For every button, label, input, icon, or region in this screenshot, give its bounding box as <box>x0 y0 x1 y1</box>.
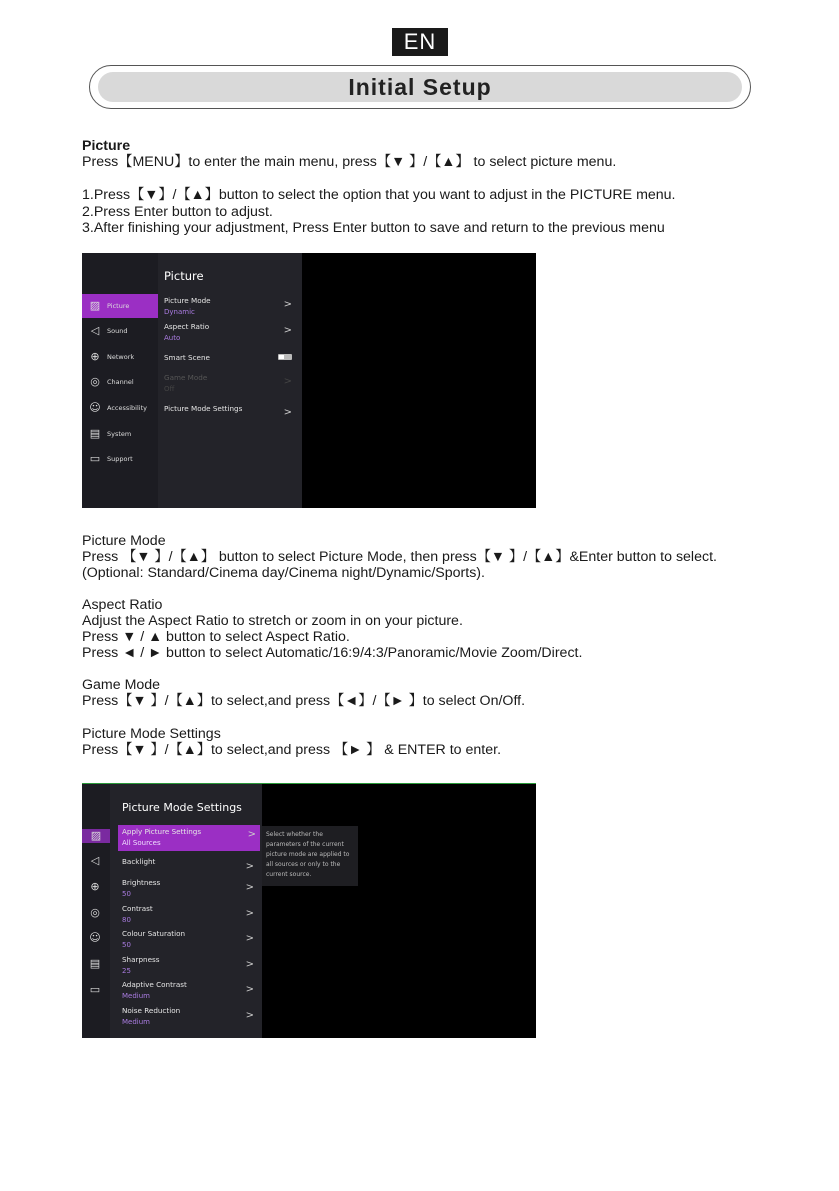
channel-icon: ◎ <box>90 375 100 388</box>
chevron-right-icon: > <box>245 933 254 944</box>
option-picture-mode-settings[interactable] <box>164 404 296 418</box>
chevron-right-icon: > <box>283 325 292 336</box>
accessibility-icon: ☺ <box>89 401 101 414</box>
option-label: Aspect Ratio <box>164 322 210 331</box>
sidebar-item-label: Sound <box>107 327 128 335</box>
sidebar-item-support[interactable] <box>82 447 158 471</box>
option-value: 80 <box>122 916 131 924</box>
panel-title: Picture <box>164 269 204 283</box>
chevron-right-icon: > <box>245 1010 254 1021</box>
sidebar-item-system[interactable] <box>82 422 158 446</box>
aspect-ratio-heading: Aspect Ratio <box>82 597 163 613</box>
option-label: Brightness <box>122 878 161 887</box>
sidebar-item-accessibility[interactable] <box>82 396 158 420</box>
option-value: Off <box>164 385 175 393</box>
chevron-right-icon: > <box>245 984 254 995</box>
chevron-right-icon: > <box>247 829 256 840</box>
option-value: Medium <box>122 992 150 1000</box>
chevron-right-icon: > <box>283 376 292 387</box>
option-label: Contrast <box>122 904 153 913</box>
settings-sidebar <box>82 784 110 1038</box>
option-game-mode <box>164 373 296 393</box>
panel-title: Picture Mode Settings <box>122 801 242 814</box>
section-title: Initial Setup <box>98 72 742 102</box>
option-label: Picture Mode Settings <box>164 404 243 413</box>
system-icon: ▤ <box>89 427 101 440</box>
option-value: Medium <box>122 1018 150 1026</box>
option-adaptive-contrast[interactable] <box>122 980 258 1000</box>
chevron-right-icon: > <box>245 861 254 872</box>
option-smart-scene[interactable] <box>164 353 296 362</box>
sidebar-item-label: Support <box>107 455 133 463</box>
option-value: Auto <box>164 334 181 342</box>
option-backlight[interactable] <box>122 857 258 872</box>
settings-sidebar <box>82 253 158 508</box>
chevron-right-icon: > <box>245 882 254 893</box>
aspect-ratio-line-2: Press ▼ / ▲ button to select Aspect Ratio. <box>82 629 350 645</box>
option-picture-mode[interactable] <box>164 296 296 316</box>
toggle-switch[interactable] <box>278 354 292 360</box>
option-label: Adaptive Contrast <box>122 980 187 989</box>
option-label: Game Mode <box>164 373 208 382</box>
accessibility-icon[interactable]: ☺ <box>89 931 101 944</box>
option-value: 50 <box>122 890 131 898</box>
sound-icon: ◁ <box>90 324 100 337</box>
tv-picture-menu-screenshot <box>82 253 536 508</box>
option-value: 50 <box>122 941 131 949</box>
option-value: All Sources <box>122 839 161 847</box>
picture-mode-settings-heading: Picture Mode Settings <box>82 726 221 742</box>
sidebar-item-network[interactable] <box>82 345 158 369</box>
step-3: 3.After finishing your adjustment, Press Enter button to save and return to the previous menu <box>82 220 665 236</box>
option-label: Backlight <box>122 857 156 866</box>
option-value: Dynamic <box>164 308 195 316</box>
chevron-right-icon: > <box>245 959 254 970</box>
option-value: 25 <box>122 967 131 975</box>
option-label: Sharpness <box>122 955 160 964</box>
game-mode-line-1: Press【▼ 】/【▲】to select,and press【◄】/【► 】to select On/Off. <box>82 693 526 709</box>
network-icon: ⊕ <box>90 350 100 363</box>
sidebar-item-picture[interactable] <box>82 294 158 318</box>
option-label: Smart Scene <box>164 353 210 362</box>
option-label: Colour Saturation <box>122 929 186 938</box>
picture-mode-line-1: Press 【▼ 】/【▲】 button to select Picture Mode, then press【▼ 】/【▲】&Enter button to select. <box>82 549 717 565</box>
sidebar-item-label: Network <box>107 353 135 361</box>
picture-mode-line-2: (Optional: Standard/Cinema day/Cinema night/Dynamic/Sports). <box>82 565 485 581</box>
support-icon: ▭ <box>89 452 101 465</box>
sidebar-item-channel[interactable] <box>82 370 158 394</box>
option-label: Apply Picture Settings <box>122 827 202 836</box>
sidebar-item-label: System <box>107 430 132 438</box>
tv-picture-mode-settings-screenshot <box>82 783 536 1038</box>
channel-icon[interactable]: ◎ <box>90 906 100 919</box>
picture-intro: Press【MENU】to enter the main menu, press【▼ 】/【▲】 to select picture menu. <box>82 154 617 170</box>
language-badge: EN <box>392 28 448 56</box>
option-label: Picture Mode <box>164 296 211 305</box>
picture-mode-heading: Picture Mode <box>82 533 166 549</box>
sidebar-item-label: Channel <box>107 378 134 386</box>
aspect-ratio-line-1: Adjust the Aspect Ratio to stretch or zoom in on your picture. <box>82 613 463 629</box>
picture-heading: Picture <box>82 138 131 154</box>
support-icon[interactable]: ▭ <box>89 983 101 996</box>
option-sharpness[interactable] <box>122 955 258 975</box>
picture-icon: ▨ <box>89 299 101 312</box>
sound-icon[interactable]: ◁ <box>90 854 100 867</box>
option-contrast[interactable] <box>122 904 258 924</box>
chevron-right-icon: > <box>283 299 292 310</box>
sidebar-item-label: Picture <box>107 302 130 310</box>
chevron-right-icon: > <box>245 908 254 919</box>
game-mode-heading: Game Mode <box>82 677 161 693</box>
chevron-right-icon: > <box>283 407 292 418</box>
aspect-ratio-line-3: Press ◄ / ► button to select Automatic/16:9/4:3/Panoramic/Movie Zoom/Direct. <box>82 645 583 661</box>
section-title-frame <box>89 65 751 109</box>
picture-mode-settings-line-1: Press【▼ 】/【▲】to select,and press 【► 】 & ENTER to enter. <box>82 742 502 758</box>
option-apply-picture-settings[interactable] <box>118 825 260 851</box>
option-aspect-ratio[interactable] <box>164 322 296 342</box>
sidebar-item-label: Accessibility <box>107 404 147 412</box>
step-1: 1.Press【▼】/【▲】button to select the option that you want to adjust in the PICTURE menu. <box>82 187 676 203</box>
help-tooltip: Select whether the parameters of the current picture mode are applied to all sources or only to the current source. <box>262 826 358 886</box>
picture-icon[interactable]: ▨ <box>82 829 110 843</box>
network-icon[interactable]: ⊕ <box>90 880 100 893</box>
step-2: 2.Press Enter button to adjust. <box>82 204 273 220</box>
option-brightness[interactable] <box>122 878 258 898</box>
sidebar-item-sound[interactable] <box>82 319 158 343</box>
system-icon[interactable]: ▤ <box>89 957 101 970</box>
option-colour-saturation[interactable] <box>122 929 258 949</box>
option-noise-reduction[interactable] <box>122 1006 258 1026</box>
option-label: Noise Reduction <box>122 1006 181 1015</box>
